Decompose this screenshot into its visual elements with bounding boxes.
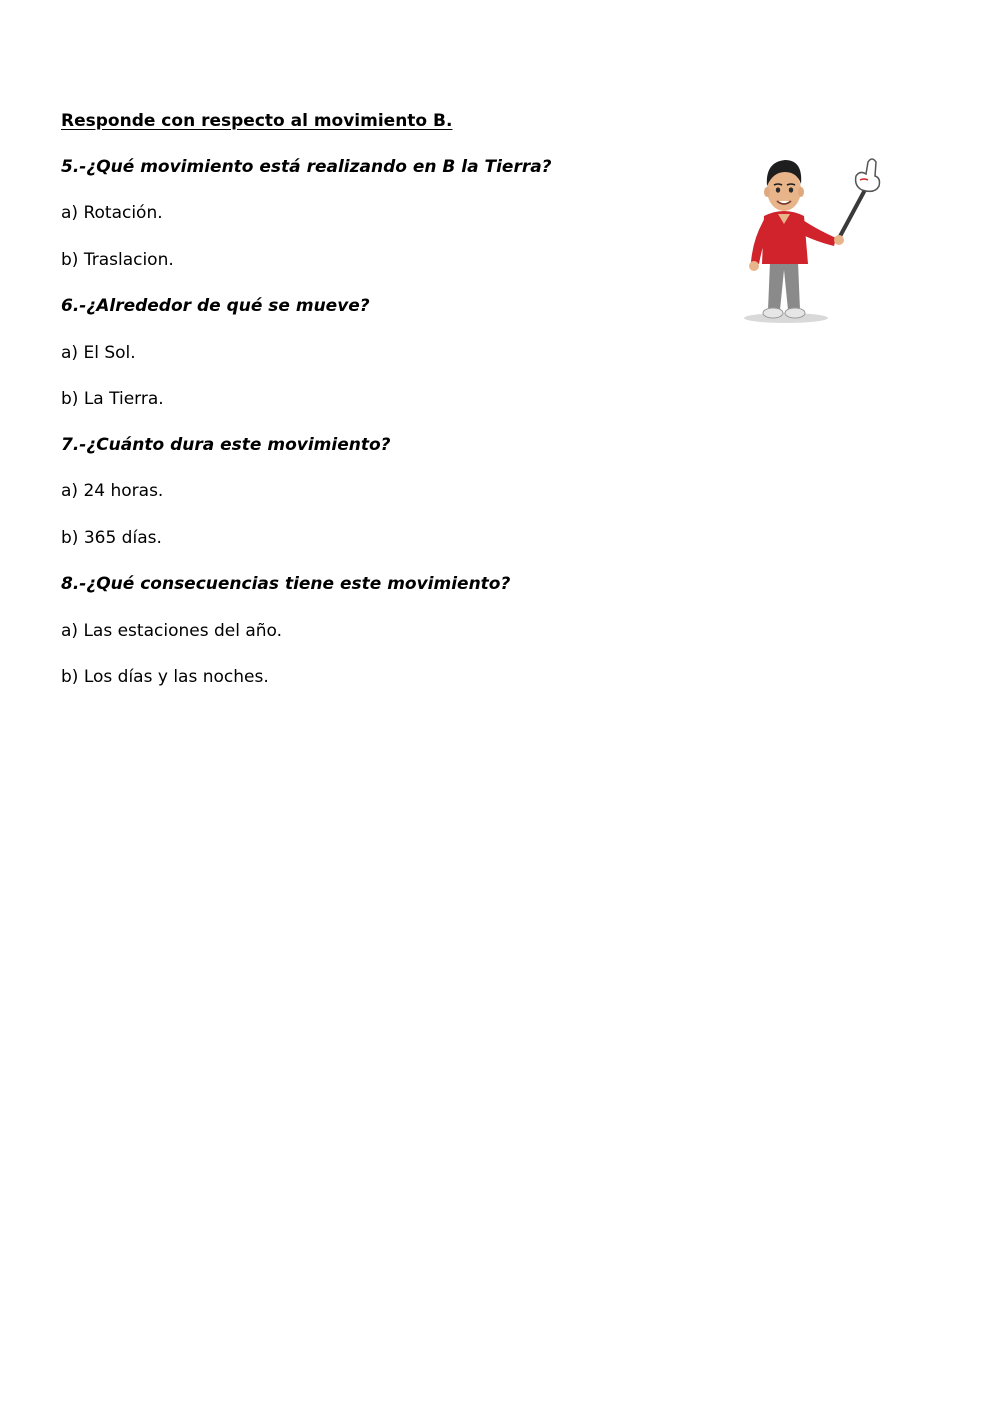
question-5: 5.-¿Qué movimiento está realizando en B la Tierra?: [61, 157, 552, 177]
question-5-option-a: a) Rotación.: [61, 203, 163, 223]
question-6-option-b: b) La Tierra.: [61, 389, 164, 409]
teacher-avatar-illustration: [738, 150, 898, 330]
question-8-option-b: b) Los días y las noches.: [61, 667, 269, 687]
question-5-option-b: b) Traslacion.: [61, 250, 174, 270]
question-6-option-a: a) El Sol.: [61, 343, 136, 363]
teacher-avatar-icon: [738, 150, 898, 330]
question-6: 6.-¿Alrededor de qué se mueve?: [61, 296, 370, 316]
question-8-option-a: a) Las estaciones del año.: [61, 621, 283, 641]
question-7-option-b: b) 365 días.: [61, 528, 162, 548]
question-7-option-a: a) 24 horas.: [61, 481, 164, 501]
question-8: 8.-¿Qué consecuencias tiene este movimiento?: [61, 574, 511, 594]
section-heading: Responde con respecto al movimiento B.: [61, 111, 453, 131]
question-7: 7.-¿Cuánto dura este movimiento?: [61, 435, 391, 455]
